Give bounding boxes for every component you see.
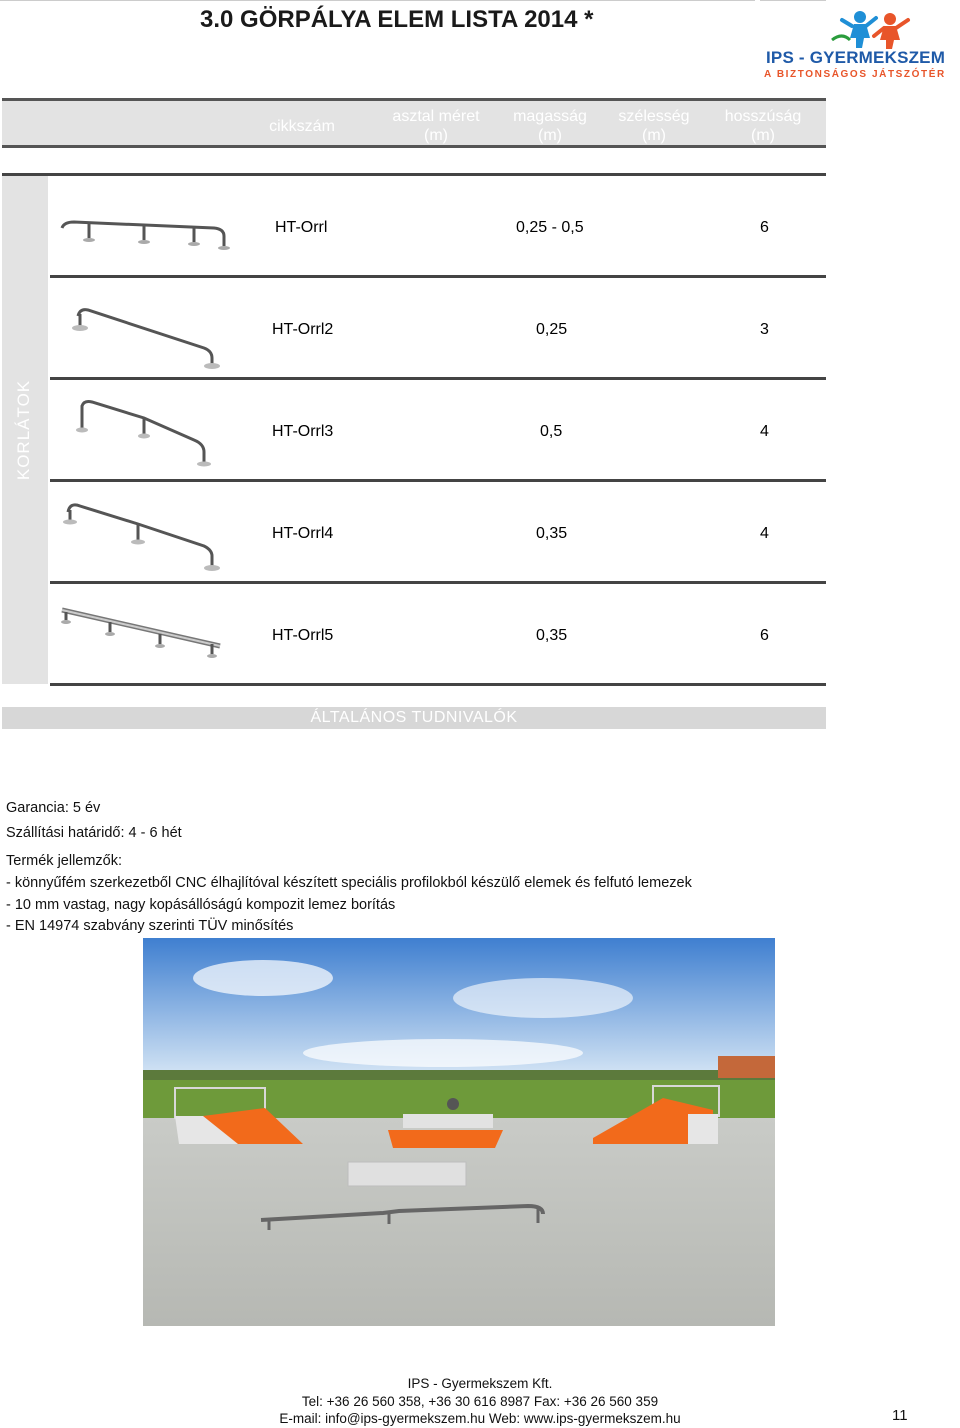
item-length: 6: [760, 219, 769, 236]
rail-product-image: [54, 490, 234, 576]
table-row: [50, 176, 826, 278]
item-code: HT-Orrl: [275, 219, 328, 236]
feature-item: - 10 mm vastag, nagy kopásállóságú kompozit lemez borítás: [6, 897, 396, 913]
item-length: 4: [760, 525, 769, 542]
item-height: 0,35: [536, 525, 568, 542]
logo-tagline: A BIZTONSÁGOS JÁTSZÓTÉR: [764, 69, 946, 80]
feature-item: - EN 14974 szabvány szerinti TÜV minősítés: [6, 918, 294, 934]
general-info-heading: ÁLTALÁNOS TUDNIVALÓK: [2, 707, 826, 729]
footer-company: IPS - Gyermekszem Kft.: [407, 1376, 553, 1391]
rail-product-image: [54, 184, 234, 270]
rail-product-image: [54, 286, 234, 372]
col-header-height: magasság (m): [513, 108, 587, 144]
footer-phones: Tel: +36 26 560 358, +36 30 616 8987 Fax: +36 26 560 359: [301, 1394, 659, 1409]
table-row: [50, 584, 826, 686]
item-height: 0,25: [536, 321, 568, 338]
col-header-code: cikkszám: [269, 118, 335, 135]
item-height: 0,25 - 0,5: [516, 219, 584, 236]
logo-wordmark: IPS - GYERMEKSZEM: [766, 48, 946, 67]
table-row: [50, 278, 826, 380]
table-header: [2, 98, 826, 148]
item-code: HT-Orrl3: [272, 423, 334, 440]
feature-item: - könnyűfém szerkezetből CNC élhajlítóval készített speciális profilokból készülő elemek és felfutó lemezek: [6, 875, 692, 891]
table-row: [50, 380, 826, 482]
category-label: KORLÁTOK: [14, 379, 33, 481]
delivery-text: Szállítási határidő: 4 - 6 hét: [6, 825, 182, 841]
item-code: HT-Orrl5: [272, 627, 334, 644]
item-length: 3: [760, 321, 769, 338]
item-code: HT-Orrl2: [272, 321, 334, 338]
footer-contact: E-mail: info@ips-gyermekszem.hu Web: www.ips-gyermekszem.hu: [279, 1411, 681, 1426]
item-height: 0,5: [540, 423, 563, 440]
rail-product-image: [54, 592, 234, 678]
item-code: HT-Orrl4: [272, 525, 334, 542]
item-length: 4: [760, 423, 769, 440]
page-number: 11: [892, 1407, 908, 1424]
children-icon: [826, 10, 926, 50]
col-header-table-size: asztal méret (m): [392, 108, 480, 144]
col-header-width: szélesség (m): [618, 108, 690, 144]
company-logo: [760, 10, 956, 82]
features-title: Termék jellemzők:: [6, 853, 123, 869]
item-length: 6: [760, 627, 769, 644]
col-header-length: hosszúság (m): [724, 108, 802, 144]
item-height: 0,35: [536, 627, 568, 644]
page-title: 3.0 GÖRPÁLYA ELEM LISTA 2014 *: [200, 6, 594, 33]
warranty-text: Garancia: 5 év: [6, 800, 101, 816]
rail-product-image: [54, 388, 234, 474]
table-row: [50, 482, 826, 584]
skatepark-photo: [143, 938, 775, 1326]
